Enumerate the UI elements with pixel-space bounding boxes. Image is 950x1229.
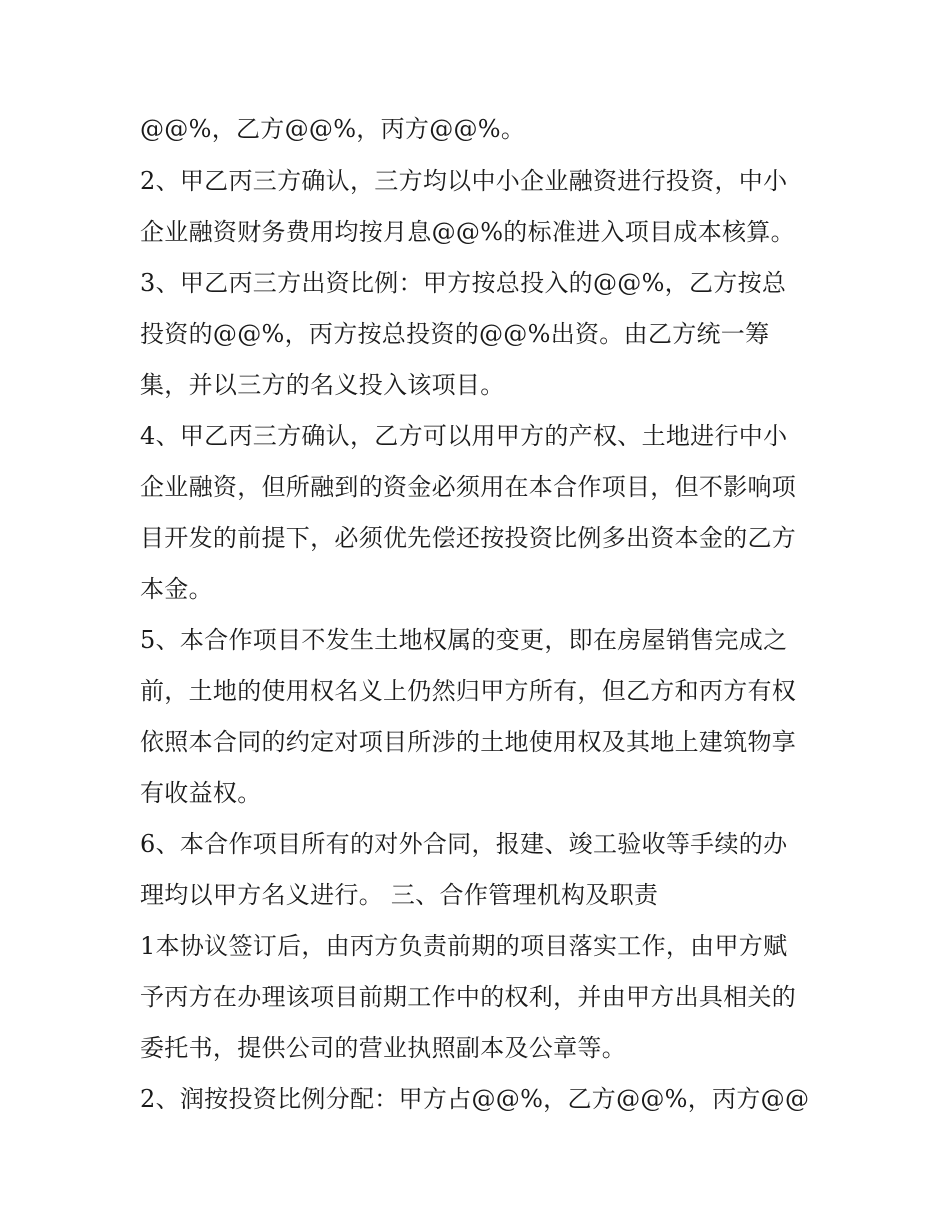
text-line: 企业融资财务费用均按月息@@%的标准进入项目成本核算。 <box>140 218 795 246</box>
text-line: 1本协议签订后，由丙方负责前期的项目落实工作，由甲方赋 <box>140 932 788 960</box>
text-line: 目开发的前提下，必须优先偿还按投资比例多出资本金的乙方 <box>140 524 797 552</box>
text-line: 依照本合同的约定对项目所涉的土地使用权及其地上建筑物享 <box>140 728 797 756</box>
text-line: 企业融资，但所融到的资金必须用在本合作项目，但不影响项 <box>140 473 797 501</box>
text-line: 6、本合作项目所有的对外合同，报建、竣工验收等手续的办 <box>140 830 788 858</box>
text-line: 委托书，提供公司的营业执照副本及公章等。 <box>140 1034 626 1062</box>
text-line: 有收益权。 <box>140 779 262 807</box>
text-line: 3、甲乙丙三方出资比例：甲方按总投入的@@%，乙方按总 <box>140 269 787 297</box>
text-line: 2、润按投资比例分配：甲方占@@%，乙方@@%，丙方@@ <box>140 1085 810 1113</box>
text-line: 本金。 <box>140 575 213 603</box>
text-line: 前，土地的使用权名义上仍然归甲方所有，但乙方和丙方有权 <box>140 677 797 705</box>
text-line: 理均以甲方名义进行。 三、合作管理机构及职责 <box>140 881 659 909</box>
text-line: 予丙方在办理该项目前期工作中的权利，并由甲方出具相关的 <box>140 983 797 1011</box>
text-line: 5、本合作项目不发生土地权属的变更，即在房屋销售完成之 <box>140 626 788 654</box>
text-line: @@%，乙方@@%，丙方@@%。 <box>140 115 526 143</box>
text-line: 2、甲乙丙三方确认，三方均以中小企业融资进行投资，中小 <box>140 167 788 195</box>
text-line: 4、甲乙丙三方确认，乙方可以用甲方的产权、土地进行中小 <box>140 422 788 450</box>
text-line: 集，并以三方的名义投入该项目。 <box>140 371 505 399</box>
text-line: 投资的@@%，丙方按总投资的@@%出资。由乙方统一筹 <box>140 320 770 348</box>
